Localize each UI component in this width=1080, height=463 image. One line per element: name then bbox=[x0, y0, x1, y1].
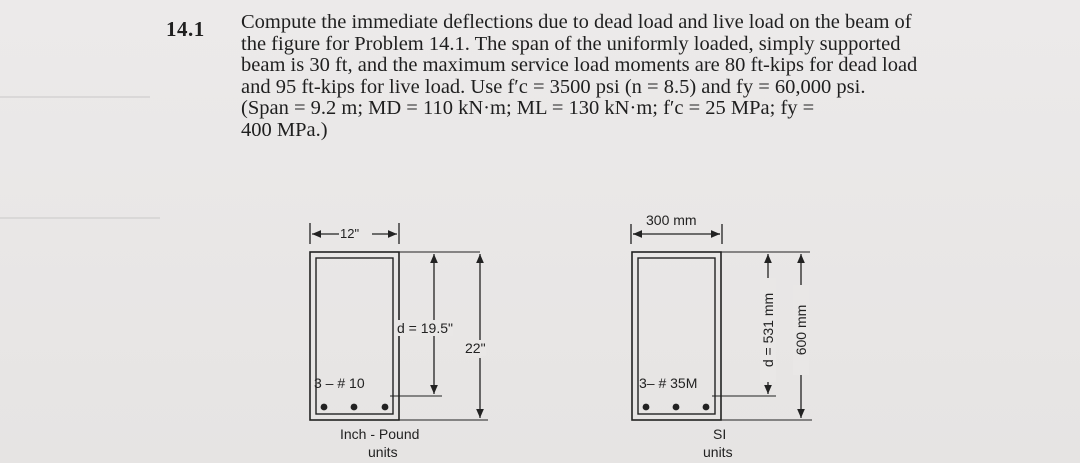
inch-bars-label: 3 – # 10 bbox=[314, 375, 365, 391]
problem-line: beam is 30 ft, and the maximum service load moments are 80 ft-kips for dead load bbox=[241, 54, 918, 76]
si-d-label: d = 531 mm bbox=[760, 278, 776, 382]
inch-d-label: d = 19.5" bbox=[397, 320, 453, 336]
si-units-sub-label: units bbox=[703, 444, 733, 460]
problem-line: (Span = 9.2 m; MD = 110 kN·m; ML = 130 kN·m; f′c = 25 MPa; fy = bbox=[241, 97, 815, 119]
inch-width-label: 12" bbox=[340, 226, 360, 241]
si-height-label: 600 mm bbox=[793, 285, 809, 375]
problem-number: 14.1 bbox=[166, 17, 205, 41]
problem-line: the figure for Problem 14.1. The span of the uniformly loaded, simply supported bbox=[241, 32, 901, 55]
inch-height-label: 22" bbox=[465, 340, 486, 356]
problem-line: 400 MPa.) bbox=[241, 118, 328, 141]
si-units-label: SI bbox=[713, 426, 727, 442]
problem-line: Compute the immediate deflections due to dead load and live load on the beam of bbox=[241, 11, 912, 33]
inch-units-sub-label: units bbox=[368, 444, 398, 460]
problem-line: and 95 ft-kips for live load. Use f′c = 3500 psi (n = 8.5) and fy = 60,000 psi. bbox=[241, 75, 866, 98]
inch-units-label: Inch - Pound bbox=[340, 426, 420, 442]
si-width-label: 300 mm bbox=[646, 212, 697, 228]
si-bars-label: 3– # 35M bbox=[639, 375, 698, 391]
